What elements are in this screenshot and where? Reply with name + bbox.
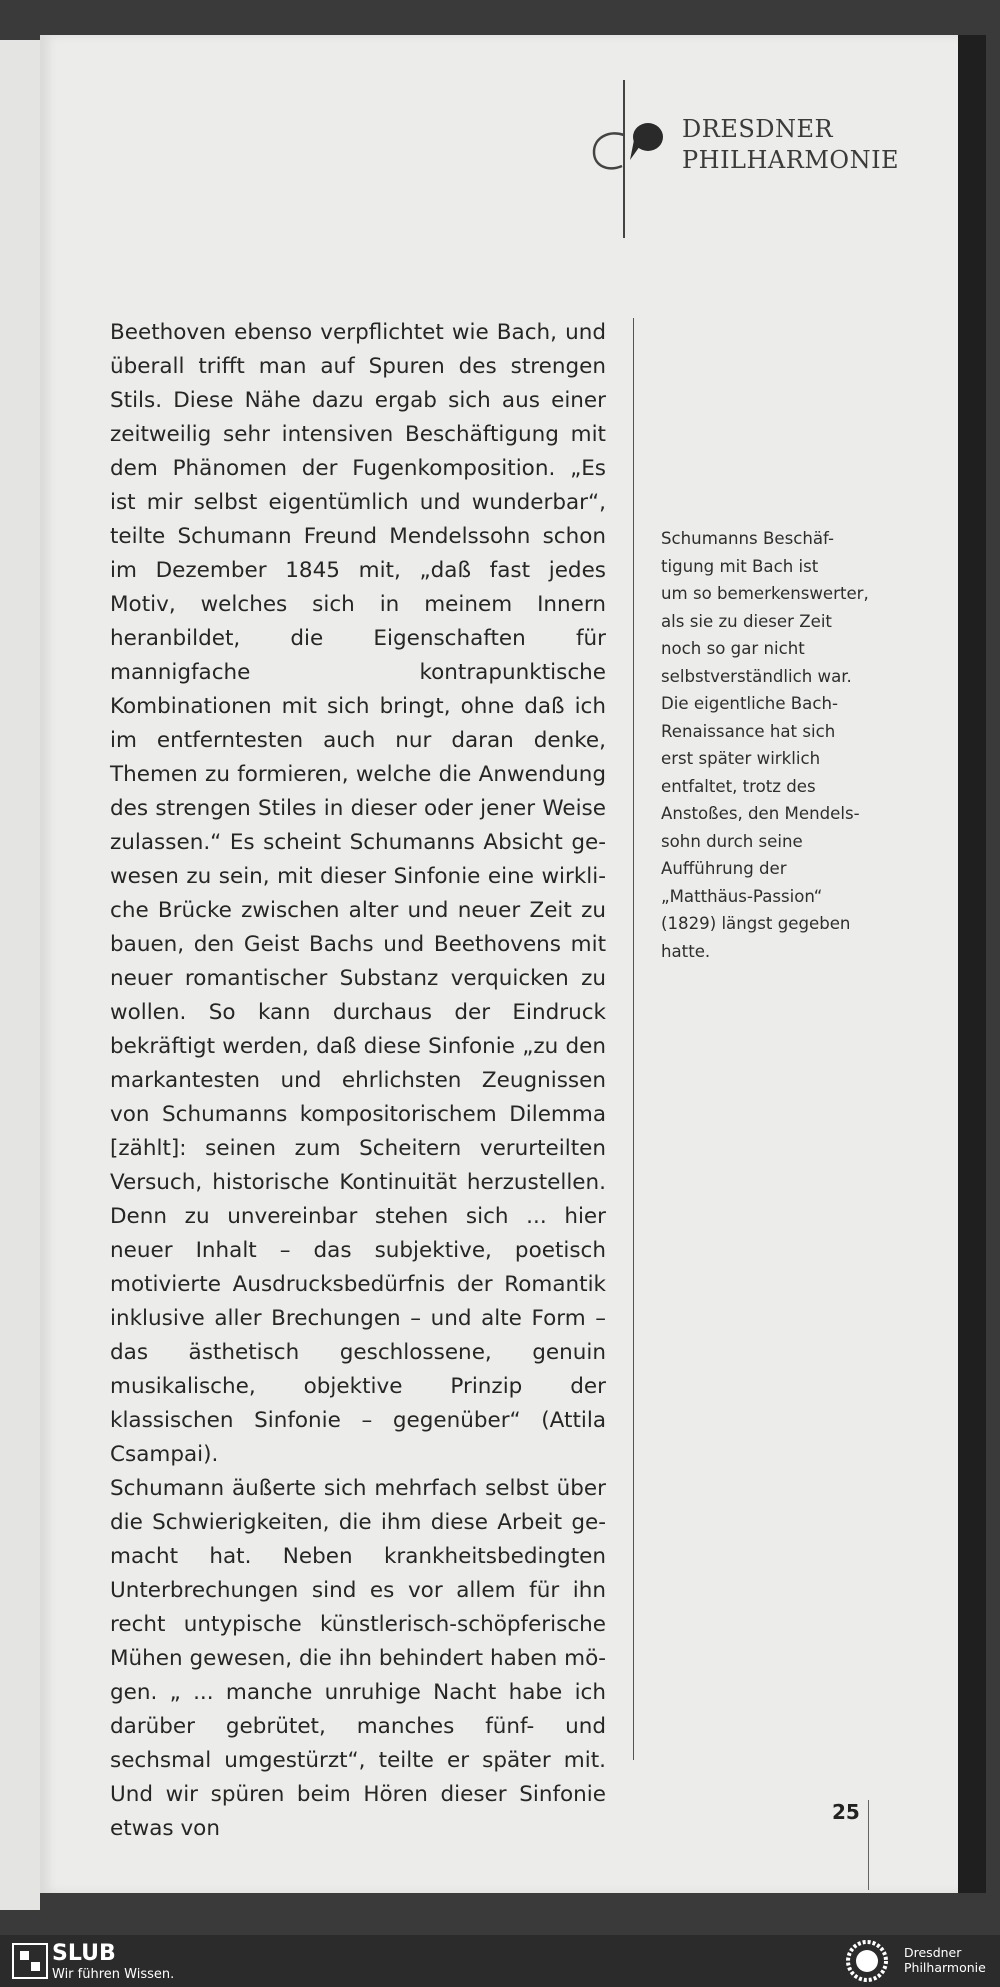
dp-logo-mark-icon (588, 78, 668, 248)
right-page-edge (958, 35, 986, 1893)
sidebar-line: tigung mit Bach ist (661, 556, 819, 576)
footer-bar (0, 1935, 1000, 1987)
slub-tagline: Wir führen Wissen. (52, 1967, 175, 1982)
dresdner-philharmonie-footer-text[interactable] (904, 1945, 986, 1975)
left-page-edge (0, 40, 40, 1910)
slub-logo-icon[interactable] (12, 1943, 48, 1979)
footer-dp-line1: Dresdner (904, 1945, 962, 1960)
sidebar-note (661, 525, 883, 965)
paragraph-2: Schumann äußerte sich mehrfach selbst über die Schwierigkeiten, die ihm diese Arbeit gemacht hat. Neben krankheitsbedingten Unterbrechungen sind es vor allem für ihn recht untypische künstlerisch-schöpferische Mühen gewesen, die ihn behindert haben mögen. „ ... manche unruhige Nacht habe ich darüber gebrütet, manches fünf- und sechsmal umgestürzt“, teilte er später mit. Und wir spüren beim Hören dieser Sinfonie etwas von (110, 1476, 606, 1841)
sidebar-line: erst später wirklich (661, 749, 821, 768)
sidebar-line: Schumanns Beschäf- (661, 529, 834, 548)
main-text-column (110, 316, 606, 1846)
dresdner-philharmonie-footer-icon[interactable] (842, 1938, 892, 1984)
sidebar-line: selbstverständlich war. (661, 666, 852, 686)
sidebar-line: „Matthäus-Passion“ (661, 886, 823, 906)
sidebar-line: Aufführung der (661, 859, 787, 878)
footer-dp-line2: Philharmonie (904, 1960, 986, 1975)
sidebar-line: Anstoßes, den Mendels- (661, 804, 860, 823)
column-divider (633, 318, 634, 1760)
page-number: 25 (832, 1800, 860, 1824)
logo-text-line2: PHILHARMONIE (682, 146, 900, 174)
sidebar-line: noch so gar nicht (661, 639, 805, 658)
sidebar-line: entfaltet, trotz des (661, 776, 816, 796)
sidebar-line: (1829) längst gegeben (661, 914, 851, 933)
dresdner-philharmonie-logo (588, 78, 900, 248)
sidebar-line: als sie zu dieser Zeit (661, 611, 832, 631)
page-number-rule (868, 1800, 869, 1890)
paragraph-1: Beethoven ebenso verpflichtet wie Bach, und überall trifft man auf Spuren des strengen Stils. Diese Nähe dazu ergab sich aus einer zeitweilig sehr intensiven Beschäftigung mit dem Phänomen der Fugenkomposition. „Es ist mir selbst eigentümlich und wunderbar“, teilte Schumann Freund Mendelssohn schon im Dezember 1845 mit, „daß fast jedes Motiv, welches sich in meinem Innern heranbildet, die Eigenschaften für mannigfache kontrapunktische Kombinationen mit sich bringt, ohne daß ich im entferntesten auch nur daran denke, Themen zu formieren, welche die Anwendung des strengen Stiles in dieser oder jener Weise zulassen.“ Es scheint Schumanns Absicht gewesen zu sein, mit dieser Sinfonie eine wirkliche Brücke zwischen alter und neuer Zeit zu bauen, den Geist Bachs und Beethovens mit neuer romantischer Substanz verquicken zu wollen. So kann durchaus der Eindruck bekräftigt werden, daß diese Sinfonie „zu den markantesten und ehrlichsten Zeugnissen von Schumanns kompositorischem Dilemma [zählt]: seinen zum Scheitern verurteilten Versuch, historische Kontinuität herzustellen. Denn zu unvereinbar stehen sich ... hier neuer Inhalt – das subjektive, poetisch motivierte Ausdrucksbedürfnis der Romantik inklusive aller Brechungen – und alte Form – das ästhetisch geschlossene, genuin musikalische, objektive Prinzip der klassischen Sinfonie – gegenüber“ (Attila Csampai). (110, 320, 606, 1467)
sidebar-line: Die eigentliche Bach- (661, 694, 838, 713)
sidebar-line: um so bemerkenswerter, (661, 584, 869, 603)
sidebar-line: sohn durch seine (661, 831, 803, 851)
sidebar-line: Renaissance hat sich (661, 721, 836, 741)
slub-name[interactable]: SLUB (52, 1941, 116, 1966)
logo-text-line1: DRESDNER (682, 115, 834, 143)
sidebar-line: hatte. (661, 941, 711, 961)
